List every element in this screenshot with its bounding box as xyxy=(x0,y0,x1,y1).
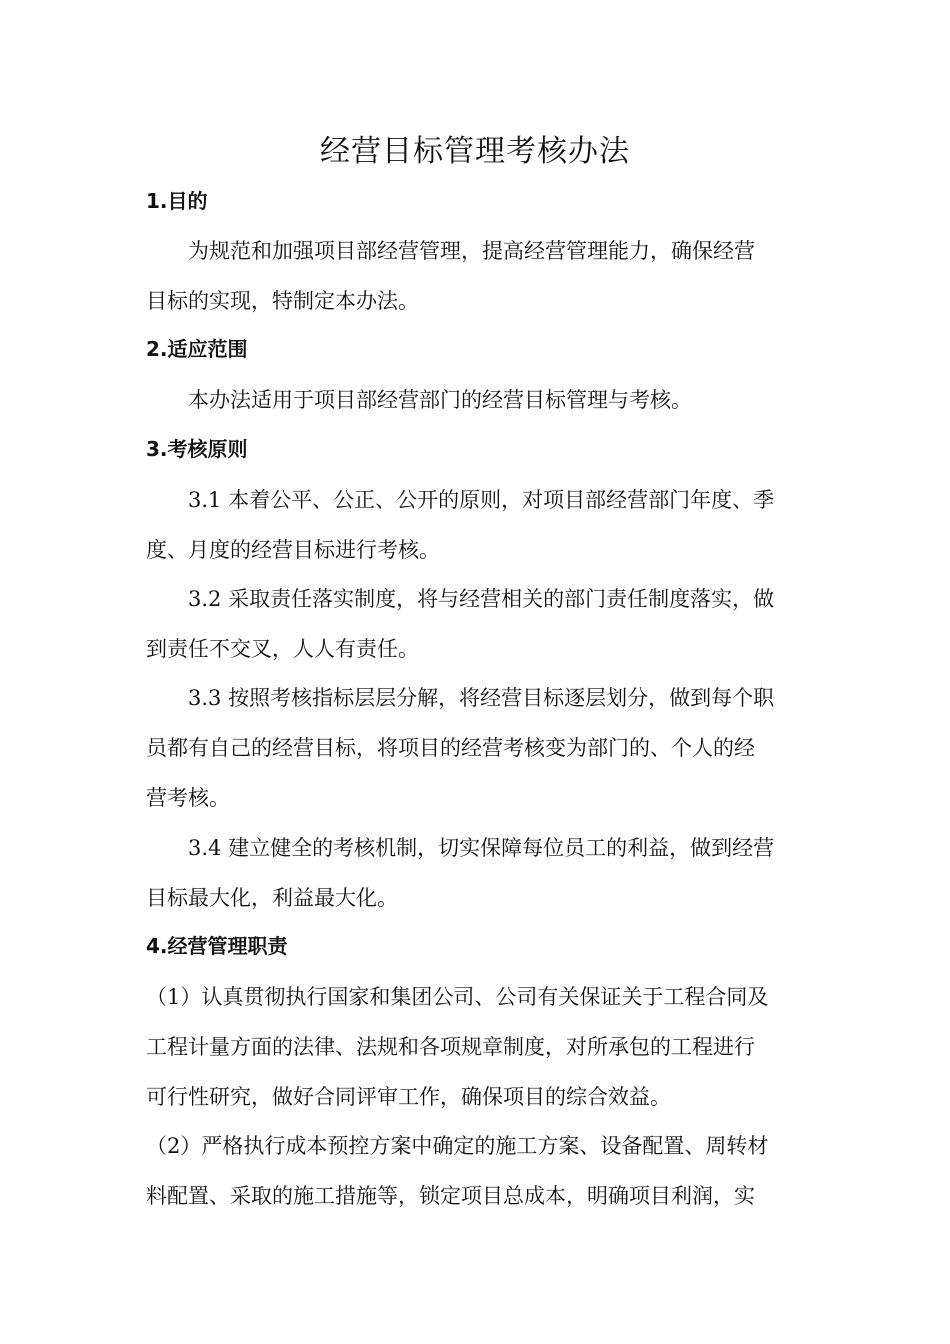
paragraph-principle-3-3 xyxy=(146,673,806,823)
paragraph-line: 度、月度的经营目标进行考核。 xyxy=(146,538,440,562)
paragraph-line: （1）认真贯彻执行国家和集团公司、公司有关保证关于工程合同及 xyxy=(146,985,769,1009)
section-heading-scope: 2.适应范围 xyxy=(146,337,248,361)
paragraph-line: 营考核。 xyxy=(146,786,230,810)
paragraph-line: 本办法适用于项目部经营部门的经营目标管理与考核。 xyxy=(188,388,692,412)
section-heading-responsibilities: 4.经营管理职责 xyxy=(146,934,288,958)
section-heading-purpose: 1.目的 xyxy=(146,189,208,213)
paragraph-line: 员都有自己的经营目标，将项目的经营考核变为部门的、个人的经 xyxy=(146,736,755,760)
paragraph-responsibility-1 xyxy=(146,972,806,1122)
paragraph-line: 可行性研究，做好合同评审工作，确保项目的综合效益。 xyxy=(146,1085,671,1109)
document-title: 经营目标管理考核办法 xyxy=(320,134,630,169)
paragraph-principle-3-4 xyxy=(146,823,806,923)
paragraph-scope xyxy=(146,375,806,425)
paragraph-line: 3.3 按照考核指标层层分解，将经营目标逐层划分，做到每个职 xyxy=(188,686,775,710)
paragraph-purpose xyxy=(146,226,806,326)
paragraph-line: （2）严格执行成本预控方案中确定的施工方案、设备配置、周转材 xyxy=(146,1134,769,1158)
paragraph-line: 料配置、采取的施工措施等，锁定项目总成本，明确项目利润，实 xyxy=(146,1184,755,1208)
paragraph-line: 工程计量方面的法律、法规和各项规章制度，对所承包的工程进行 xyxy=(146,1035,755,1059)
section-heading-principles: 3.考核原则 xyxy=(146,437,248,461)
paragraph-line: 为规范和加强项目部经营管理，提高经营管理能力，确保经营 xyxy=(188,239,755,263)
paragraph-principle-3-2 xyxy=(146,574,806,674)
paragraph-line: 目标的实现，特制定本办法。 xyxy=(146,289,419,313)
paragraph-principle-3-1 xyxy=(146,475,806,575)
paragraph-line: 3.1 本着公平、公正、公开的原则，对项目部经营部门年度、季 xyxy=(188,488,775,512)
paragraph-line: 目标最大化，利益最大化。 xyxy=(146,886,398,910)
paragraph-responsibility-2 xyxy=(146,1121,806,1221)
paragraph-line: 到责任不交叉，人人有责任。 xyxy=(146,637,419,661)
paragraph-line: 3.4 建立健全的考核机制，切实保障每位员工的利益，做到经营 xyxy=(188,836,775,860)
paragraph-line: 3.2 采取责任落实制度，将与经营相关的部门责任制度落实，做 xyxy=(188,587,775,611)
